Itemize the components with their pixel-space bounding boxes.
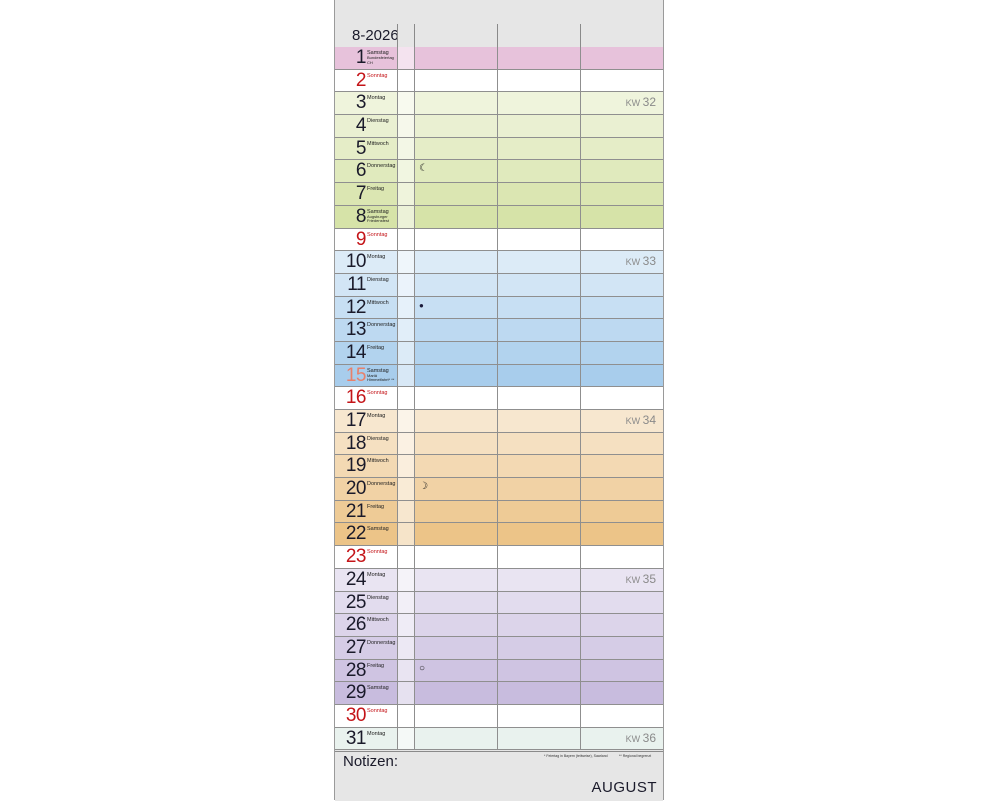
header-column-3: [580, 24, 664, 47]
entry-cell-3[interactable]: [580, 115, 663, 137]
entry-cell-3[interactable]: [580, 705, 663, 727]
day-row: [335, 637, 663, 660]
day-name: Mittwoch: [367, 617, 389, 624]
entry-cell-3[interactable]: [580, 70, 663, 92]
entry-cell-3[interactable]: [580, 546, 663, 568]
entry-cell-1[interactable]: [414, 569, 497, 591]
day-name: Donnerstag: [367, 639, 396, 646]
entry-cell-1[interactable]: [414, 229, 497, 251]
day-name: Dienstag: [367, 594, 389, 601]
day-marker-cell: [397, 183, 414, 205]
day-name: Sonntag: [367, 231, 388, 238]
footnote-holiday: * Feiertag in Bayern (teilweise), Saarland: [544, 754, 608, 758]
entry-cell-2[interactable]: [497, 455, 580, 477]
entry-cell-1[interactable]: [414, 682, 497, 704]
entry-cell-1[interactable]: [414, 410, 497, 432]
day-number: 18: [345, 432, 366, 454]
entry-cell-2[interactable]: [497, 342, 580, 364]
day-marker-cell: [397, 728, 414, 750]
day-row: [335, 251, 663, 274]
day-number: 23: [345, 546, 366, 568]
entry-cell-2[interactable]: [497, 229, 580, 251]
entry-cell-2[interactable]: [497, 365, 580, 387]
entry-cell-1[interactable]: [414, 183, 497, 205]
day-row: [335, 387, 663, 410]
day-row: [335, 70, 663, 93]
day-name: Sonntag: [367, 390, 388, 397]
day-row: [335, 523, 663, 546]
day-marker-cell: [397, 251, 414, 273]
day-number: 9: [355, 228, 366, 250]
day-name: Samstag: [367, 526, 389, 533]
day-marker-cell: [397, 569, 414, 591]
day-name: Samstag: [367, 50, 389, 56]
calendar-week-number: 36: [642, 730, 656, 745]
day-marker-cell: [397, 274, 414, 296]
day-row: [335, 614, 663, 637]
entry-cell-3[interactable]: [580, 455, 663, 477]
day-number: 26: [345, 614, 366, 636]
entry-cell-1[interactable]: [414, 47, 497, 69]
day-row: [335, 546, 663, 569]
calendar-week-label: KW 34: [625, 413, 656, 427]
entry-cell-2[interactable]: [497, 297, 580, 319]
day-number: 22: [345, 523, 366, 545]
day-row: [335, 501, 663, 524]
entry-cell-1[interactable]: [414, 728, 497, 750]
entry-cell-3[interactable]: [580, 229, 663, 251]
entry-cell-3[interactable]: [580, 478, 663, 500]
day-marker-cell: [397, 433, 414, 455]
entry-cell-1[interactable]: [414, 70, 497, 92]
day-number: 28: [345, 659, 366, 681]
day-name: Sonntag: [367, 707, 388, 714]
day-row: [335, 297, 663, 320]
day-name: Samstag: [367, 208, 389, 215]
day-number: 6: [355, 160, 366, 182]
day-marker-cell: [397, 70, 414, 92]
entry-cell-3[interactable]: [580, 682, 663, 704]
day-marker-cell: [397, 705, 414, 727]
day-name: Montag: [367, 254, 386, 261]
day-row: [335, 206, 663, 229]
entry-cell-1[interactable]: [414, 342, 497, 364]
entry-cell-3[interactable]: [580, 342, 663, 364]
entry-cell-1[interactable]: [414, 523, 497, 545]
day-marker-cell: [397, 614, 414, 636]
entry-cell-3[interactable]: [580, 365, 663, 387]
entry-cell-2[interactable]: [497, 70, 580, 92]
day-name: Dienstag: [367, 435, 389, 442]
day-row: [335, 478, 663, 501]
day-marker-cell: [397, 682, 414, 704]
entry-cell-3[interactable]: [580, 160, 663, 182]
entry-cell-1[interactable]: [414, 319, 497, 341]
day-row: [335, 569, 663, 592]
entry-cell-2[interactable]: [497, 160, 580, 182]
day-row: [335, 47, 663, 70]
day-number: 14: [345, 341, 366, 363]
calendar-week-label: KW 36: [625, 730, 656, 745]
entry-cell-1[interactable]: [414, 206, 497, 228]
entry-cell-2[interactable]: [497, 705, 580, 727]
day-marker-cell: [397, 92, 414, 114]
day-number: 27: [345, 636, 366, 658]
day-row: [335, 229, 663, 252]
entry-cell-1[interactable]: [414, 297, 497, 319]
day-name: Dienstag: [367, 276, 389, 283]
day-number: 25: [345, 591, 366, 613]
day-number: 4: [355, 115, 366, 137]
calendar-sheet: [334, 0, 664, 800]
day-number: 19: [345, 455, 366, 477]
entry-cell-1[interactable]: [414, 546, 497, 568]
day-number: 12: [345, 296, 366, 318]
moon-phase-icon: ●: [419, 300, 424, 310]
day-number: 24: [345, 568, 366, 590]
day-name: Donnerstag: [367, 163, 396, 170]
entry-cell-2[interactable]: [497, 614, 580, 636]
entry-cell-2[interactable]: [497, 728, 580, 750]
day-row: [335, 410, 663, 433]
entry-cell-2[interactable]: [497, 682, 580, 704]
entry-cell-1[interactable]: [414, 705, 497, 727]
entry-cell-1[interactable]: [414, 637, 497, 659]
entry-cell-3[interactable]: [580, 614, 663, 636]
entry-cell-2[interactable]: [497, 251, 580, 273]
holiday-label: Bundesfeiertag CH: [367, 55, 394, 65]
day-marker-cell: [397, 478, 414, 500]
day-number: 2: [355, 69, 366, 91]
entry-cell-3[interactable]: [580, 297, 663, 319]
entry-cell-3[interactable]: [580, 47, 663, 69]
month-year-label: 8-2026: [352, 27, 399, 44]
day-marker-cell: [397, 523, 414, 545]
day-marker-cell: [397, 410, 414, 432]
notes-section: [335, 751, 663, 801]
day-row: [335, 728, 663, 751]
header-column-2: [497, 24, 581, 47]
day-marker-cell: [397, 501, 414, 523]
day-row: [335, 274, 663, 297]
entry-cell-1[interactable]: [414, 387, 497, 409]
entry-cell-3[interactable]: [580, 387, 663, 409]
day-name: Mittwoch: [367, 299, 389, 306]
day-number: 16: [345, 387, 366, 409]
day-name: Montag: [367, 730, 386, 737]
entry-cell-3[interactable]: [580, 592, 663, 614]
day-row: [335, 433, 663, 456]
day-marker-cell: [397, 660, 414, 682]
entry-cell-1[interactable]: [414, 592, 497, 614]
entry-cell-2[interactable]: [497, 410, 580, 432]
day-name: Freitag: [367, 186, 385, 193]
day-marker-cell: [397, 342, 414, 364]
entry-cell-3[interactable]: [580, 660, 663, 682]
entry-cell-1[interactable]: [414, 115, 497, 137]
entry-cell-2[interactable]: [497, 637, 580, 659]
day-name: Sonntag: [367, 549, 388, 556]
calendar-week-number: 34: [642, 413, 656, 427]
entry-cell-3[interactable]: [580, 138, 663, 160]
calendar-header: [335, 24, 663, 48]
header-column-1: [414, 24, 498, 47]
day-marker-cell: [397, 365, 414, 387]
day-marker-cell: [397, 206, 414, 228]
day-number: 21: [345, 500, 366, 522]
day-marker-cell: [397, 297, 414, 319]
day-marker-cell: [397, 637, 414, 659]
entry-cell-1[interactable]: [414, 274, 497, 296]
day-name: Montag: [367, 571, 386, 578]
day-number: 30: [345, 704, 366, 726]
day-number: 1: [355, 47, 366, 68]
day-row: [335, 455, 663, 478]
entry-cell-2[interactable]: [497, 206, 580, 228]
entry-cell-3[interactable]: [580, 206, 663, 228]
day-row: [335, 705, 663, 728]
entry-cell-1[interactable]: [414, 365, 497, 387]
day-row: [335, 183, 663, 206]
day-number: 8: [355, 205, 366, 227]
entry-cell-3[interactable]: [580, 183, 663, 205]
day-row: [335, 365, 663, 388]
entry-cell-2[interactable]: [497, 47, 580, 69]
moon-phase-icon: ☾: [419, 163, 428, 175]
entry-cell-2[interactable]: [497, 183, 580, 205]
entry-cell-1[interactable]: [414, 501, 497, 523]
day-name: Freitag: [367, 344, 385, 351]
day-number: 20: [345, 478, 366, 500]
entry-cell-1[interactable]: [414, 433, 497, 455]
entry-cell-1[interactable]: [414, 660, 497, 682]
day-number: 15: [345, 364, 366, 386]
entry-cell-2[interactable]: [497, 546, 580, 568]
entry-cell-2[interactable]: [497, 433, 580, 455]
day-number: 7: [355, 183, 366, 205]
day-number: 31: [345, 727, 366, 749]
notes-label: Notizen:: [343, 753, 399, 770]
day-row: [335, 115, 663, 138]
day-marker-cell: [397, 138, 414, 160]
day-row: [335, 319, 663, 342]
entry-cell-3[interactable]: [580, 319, 663, 341]
entry-cell-1[interactable]: [414, 92, 497, 114]
day-marker-cell: [397, 387, 414, 409]
entry-cell-3[interactable]: [580, 274, 663, 296]
calendar-week-number: 32: [642, 95, 656, 110]
day-name: Montag: [367, 95, 386, 102]
day-marker-cell: [397, 455, 414, 477]
entry-cell-2[interactable]: [497, 115, 580, 137]
holiday-label: Mariä Himmelfahrt* **: [367, 372, 395, 383]
day-marker-cell: [397, 160, 414, 182]
entry-cell-2[interactable]: [497, 274, 580, 296]
entry-cell-2[interactable]: [497, 319, 580, 341]
day-number: 10: [345, 251, 366, 273]
calendar-week-label: KW 33: [625, 254, 656, 269]
day-number: 5: [355, 137, 366, 159]
day-name: Freitag: [367, 662, 385, 669]
day-name: Donnerstag: [367, 481, 396, 488]
day-marker-cell: [397, 592, 414, 614]
day-name: Sonntag: [367, 72, 388, 79]
day-name: Donnerstag: [367, 322, 396, 329]
entry-cell-2[interactable]: [497, 92, 580, 114]
entry-cell-3[interactable]: [580, 637, 663, 659]
day-row: [335, 138, 663, 161]
entry-cell-2[interactable]: [497, 660, 580, 682]
day-rows: [335, 47, 663, 750]
calendar-week-label: KW 35: [625, 571, 656, 586]
entry-cell-1[interactable]: [414, 251, 497, 273]
entry-cell-1[interactable]: [414, 455, 497, 477]
entry-cell-3[interactable]: [580, 501, 663, 523]
entry-cell-3[interactable]: [580, 523, 663, 545]
day-name: Mittwoch: [367, 140, 389, 147]
day-number: 17: [345, 410, 366, 431]
day-name: Dienstag: [367, 118, 389, 125]
entry-cell-2[interactable]: [497, 523, 580, 545]
day-number: 3: [355, 92, 366, 114]
calendar-week-number: 35: [642, 571, 656, 586]
header-narrow-cell: [397, 24, 415, 47]
day-number: 13: [345, 319, 366, 341]
day-name: Samstag: [367, 367, 389, 374]
day-marker-cell: [397, 319, 414, 341]
day-row: [335, 660, 663, 683]
holiday-label: Augsburger Friedensfest: [367, 213, 390, 224]
calendar-week-number: 33: [642, 254, 656, 269]
day-name: Mittwoch: [367, 458, 389, 465]
entry-cell-2[interactable]: [497, 592, 580, 614]
entry-cell-2[interactable]: [497, 478, 580, 500]
day-row: [335, 160, 663, 183]
month-name-label: AUGUST: [591, 779, 657, 796]
top-band: [335, 0, 663, 25]
entry-cell-2[interactable]: [497, 569, 580, 591]
day-row: [335, 92, 663, 115]
calendar-week-label: KW 32: [625, 95, 656, 110]
day-marker-cell: [397, 546, 414, 568]
day-marker-cell: [397, 47, 414, 69]
day-marker-cell: [397, 229, 414, 251]
day-marker-cell: [397, 115, 414, 137]
day-name: Samstag: [367, 685, 389, 692]
entry-cell-2[interactable]: [497, 138, 580, 160]
day-number: 29: [345, 682, 366, 704]
day-row: [335, 592, 663, 615]
moon-phase-icon: ☽: [419, 481, 428, 493]
moon-phase-icon: ○: [419, 662, 426, 674]
entry-cell-2[interactable]: [497, 501, 580, 523]
entry-cell-2[interactable]: [497, 387, 580, 409]
footnote-regional: ** Regional begrenzt: [619, 754, 652, 758]
day-row: [335, 342, 663, 365]
day-name: Freitag: [367, 503, 385, 510]
day-row: [335, 682, 663, 705]
entry-cell-1[interactable]: [414, 614, 497, 636]
day-name: Montag: [367, 413, 386, 419]
day-number: 11: [347, 273, 366, 295]
entry-cell-3[interactable]: [580, 433, 663, 455]
entry-cell-1[interactable]: [414, 138, 497, 160]
